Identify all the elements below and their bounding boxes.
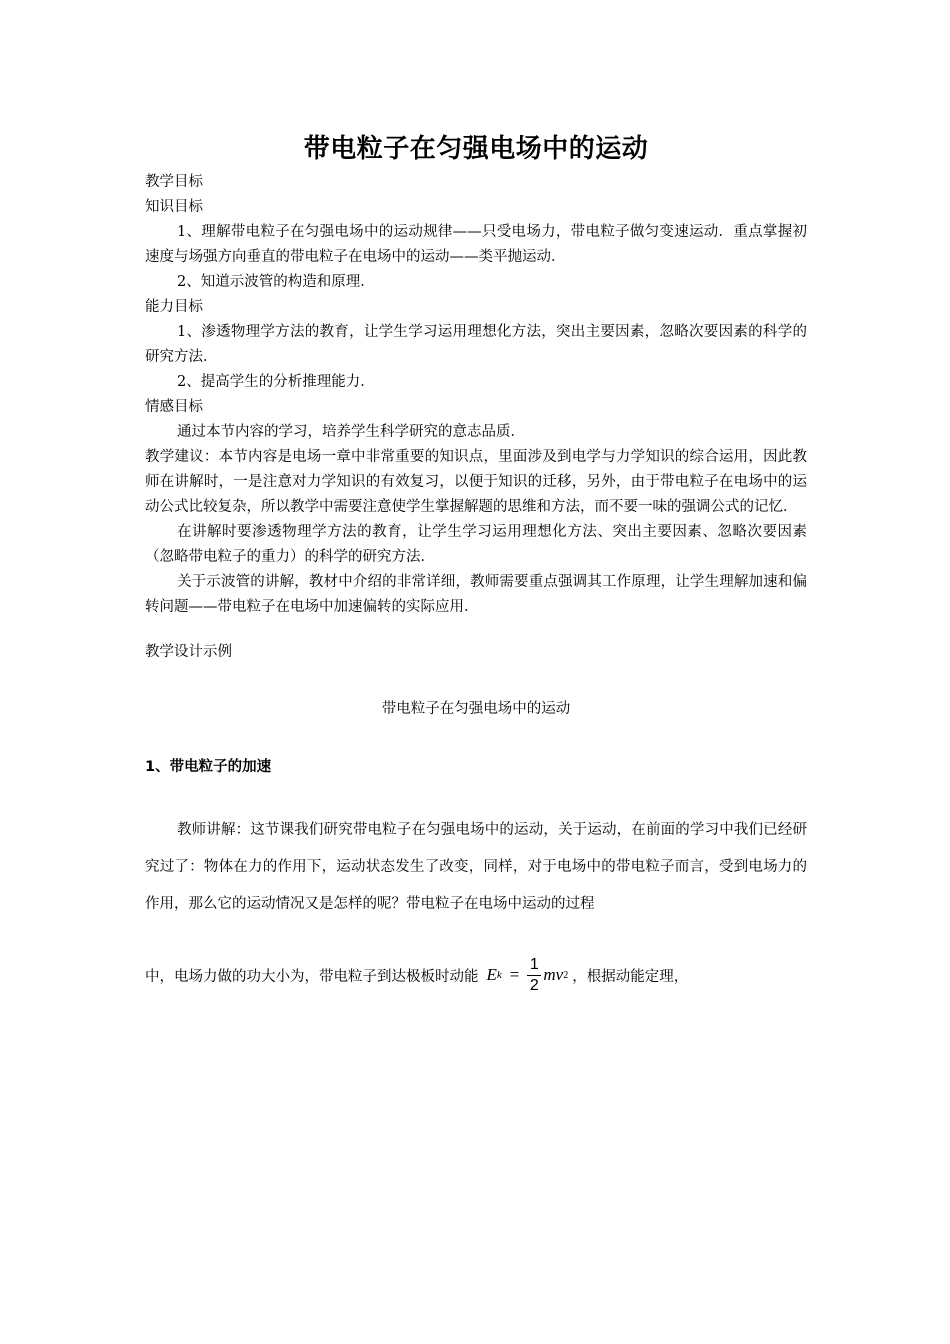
- ability-goal-2: 2、提高学生的分析推理能力．: [177, 374, 375, 390]
- teaching-suggestion-2: 在讲解时要渗透物理学方法的教育，让学生学习运用理想化方法、突出主要因素、忽略次要因素（忽略带电粒子的重力）的科学的研究方法．: [145, 524, 807, 565]
- formula-numerator: 1: [529, 955, 539, 973]
- lecture-paragraph: 教师讲解：这节课我们研究带电粒子在匀强电场中的运动，关于运动，在前面的学习中我们已经研究过了：物体在力的作用下，运动状态发生了改变，同样，对于电场中的带电粒子而言，受到电场力的作用，那么它的运动情况又是怎样的呢？带电粒子在电场中运动的过程: [145, 822, 807, 912]
- formula-lhs-sub: k: [496, 969, 502, 981]
- formula-rhs-sup: 2: [563, 969, 569, 981]
- formula-prefix: 中，电场力做的功大小为，带电粒子到达极板时动能: [145, 968, 479, 985]
- formula-suffix: ，根据动能定理，: [572, 968, 689, 985]
- fraction-bar: [527, 975, 541, 976]
- document-title: 带电粒子在匀强电场中的运动: [303, 134, 649, 164]
- formula-fraction: [527, 956, 541, 995]
- design-example-label: 教学设计示例: [145, 644, 232, 660]
- teaching-goals-label: 教学目标: [145, 174, 203, 190]
- emotion-goal-1: 通过本节内容的学习，培养学生科学研究的意志品质．: [177, 424, 525, 440]
- spacer: [145, 620, 807, 640]
- emotion-goals-label: 情感目标: [145, 399, 203, 415]
- design-title: 带电粒子在匀强电场中的运动: [381, 701, 571, 717]
- teaching-suggestion-3: 关于示波管的讲解，教材中介绍的非常详细，教师需要重点强调其工作原理，让学生理解加速和偏转问题——带电粒子在电场中加速偏转的实际应用．: [145, 574, 807, 615]
- formula-rhs: mv: [543, 965, 564, 984]
- formula-denominator: 2: [529, 976, 539, 994]
- knowledge-goal-1: 1、理解带电粒子在匀强电场中的运动规律——只受电场力，带电粒子做匀变速运动．重点掌握初速度与场强方向垂直的带电粒子在电场中的运动——类平抛运动．: [145, 224, 807, 265]
- knowledge-goals-label: 知识目标: [145, 199, 203, 215]
- knowledge-goal-2: 2、知道示波管的构造和原理．: [177, 274, 375, 290]
- ability-goals-label: 能力目标: [145, 299, 203, 315]
- formula-equals: =: [509, 965, 520, 984]
- kinetic-energy-formula: [487, 956, 569, 995]
- formula-line: [145, 945, 807, 1005]
- teaching-suggestion-1: 教学建议：本节内容是电场一章中非常重要的知识点，里面涉及到电学与力学知识的综合运用，因此教师在讲解时，一是注意对力学知识的有效复习，以便于知识的迁移，另外，由于带电粒子在电场中的运动公式比较复杂，所以教学中需要注意使学生掌握解题的思维和方法，而不要一味的强调公式的记忆．: [145, 449, 807, 515]
- formula-lhs: E: [486, 965, 497, 984]
- document-body: [145, 128, 807, 1005]
- ability-goal-1: 1、渗透物理学方法的教育，让学生学习运用理想化方法，突出主要因素，忽略次要因素的科学的研究方法．: [145, 324, 807, 365]
- section-1-heading: 1、带电粒子的加速: [145, 759, 272, 775]
